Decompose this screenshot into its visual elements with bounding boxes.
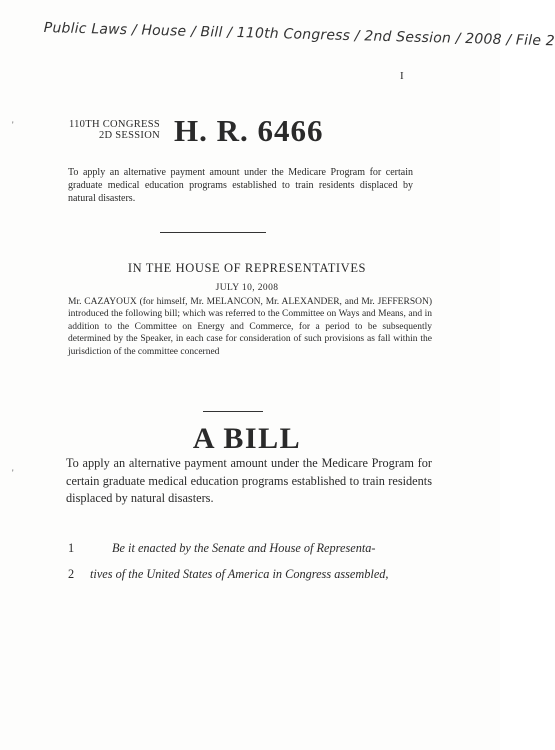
margin-mark: '	[12, 120, 14, 130]
line-number: 2	[68, 567, 75, 581]
bill-number: H. R. 6466	[174, 113, 324, 148]
chamber-heading: IN THE HOUSE OF REPRESENTATIVES	[127, 261, 367, 275]
bill-heading: A BILL	[192, 422, 302, 455]
congress-session-block	[68, 119, 160, 141]
long-title: To apply an alternative payment amount under the Medicare Program for certain graduate medical education programs established to train residents displaced by natural disasters.	[66, 456, 432, 506]
introduction-date: JULY 10, 2008	[215, 283, 279, 293]
page-number: I	[400, 70, 404, 82]
margin-mark: '	[12, 468, 14, 478]
introduction-paragraph: Mr. CAZAYOUX (for himself, Mr. MELANCON, Mr. ALEXANDER, and Mr. JEFFERSON) introduced the following bill; which was referred to the Committee on Ways and Means, and in addition to the Committee on Energy and Commerce, for a period to be subsequently determined by the Speaker, in each case for consideration of such provisions as fall within the jurisdiction of the committee concerned	[68, 297, 432, 357]
enacting-clause-line	[68, 541, 436, 556]
enacting-clause-line	[68, 567, 436, 582]
handwritten-filing-note: Public Laws / House / Bill / 110th Congress / 2nd Session / 2008 / File 2	[43, 20, 555, 50]
congress-label: 110TH CONGRESS	[68, 119, 160, 130]
short-title: To apply an alternative payment amount under the Medicare Program for certain graduate medical education programs established to train residents displaced by natural disasters.	[68, 167, 413, 204]
enacting-clause-text: Be it enacted by the Senate and House of Representa-	[112, 541, 376, 555]
session-label: 2D SESSION	[98, 130, 160, 141]
divider-rule	[160, 232, 266, 233]
divider-rule	[203, 411, 263, 412]
line-number: 1	[68, 541, 75, 555]
enacting-clause-text: tives of the United States of America in Congress assembled,	[90, 567, 389, 581]
